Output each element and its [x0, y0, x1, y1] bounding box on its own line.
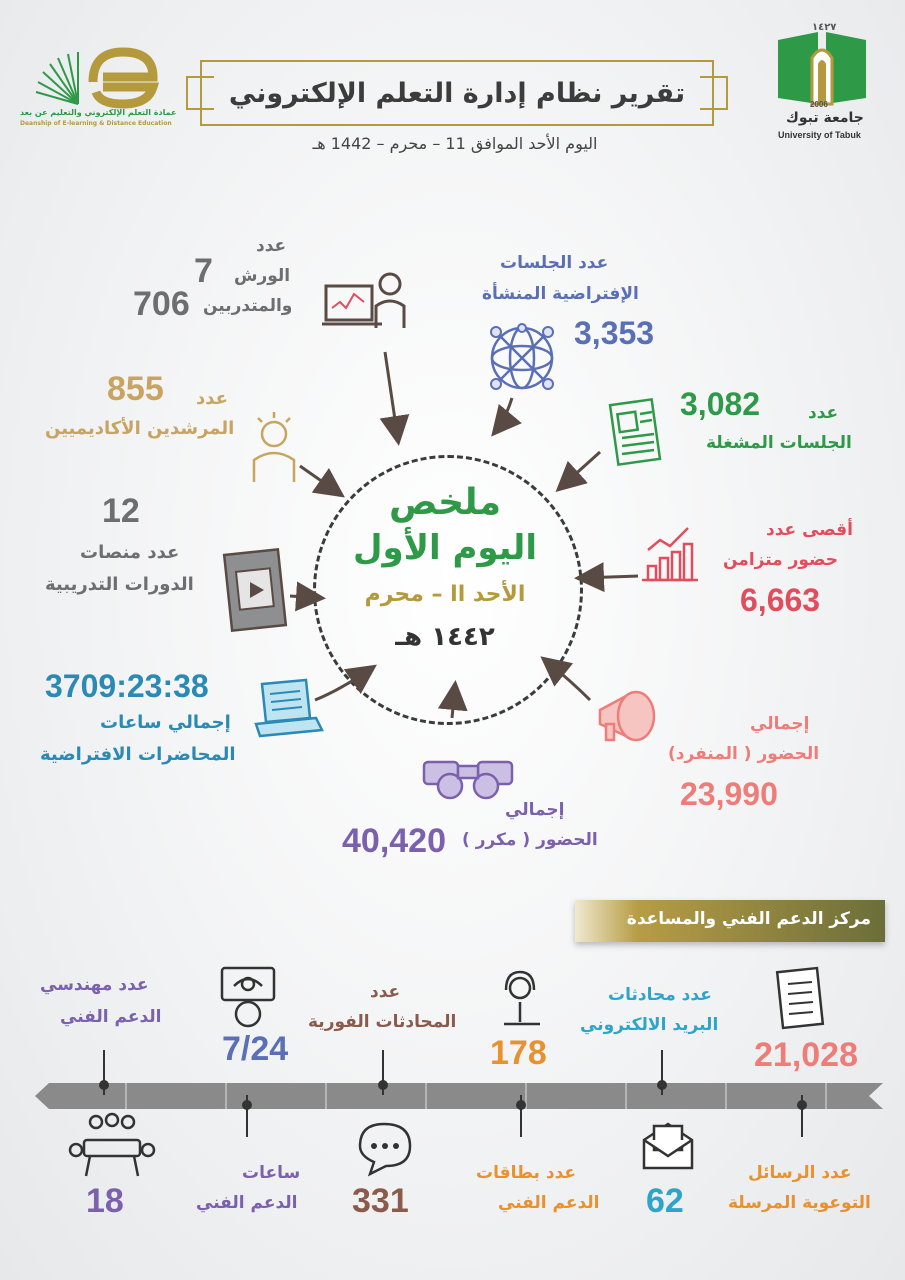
deanship-name-en: Deanship of E-learning & Distance Education [20, 120, 172, 127]
summary-year: ١٤٤٢ هـ [395, 622, 495, 652]
headset-monitor-icon [218, 966, 278, 1028]
tickets-label-1: عدد بطاقات [476, 1163, 576, 1183]
platforms-label-2: الدورات التدريبية [45, 574, 194, 595]
max-concurrent-label-2: حضور متزامن [723, 550, 839, 570]
lecture-hours-label-1: إجمالي ساعات [100, 712, 231, 733]
support-hours-value: 7/24 [222, 1030, 289, 1068]
lecture-hours-value: 3709:23:38 [45, 668, 209, 704]
email-chats-label-1: عدد محادثات [608, 985, 712, 1005]
advisors-value: 855 [107, 370, 164, 408]
attendance-single-label-2: الحضور ( المنفرد) [668, 744, 820, 764]
email-chats-label-2: البريد الالكتروني [580, 1015, 719, 1035]
trainees-label: والمتدربين [203, 296, 293, 316]
sessions-running-label-2: الجلسات المشغلة [706, 433, 852, 453]
email-chats-value: 21,028 [754, 1036, 858, 1074]
attendance-repeat-value: 40,420 [342, 822, 446, 860]
newspaper-icon [610, 398, 660, 468]
deanship-name-ar: عمادة التعلم الإلكتروني والتعليم عن بعد [20, 108, 177, 117]
engineers-label-1: عدد مهندسي [40, 975, 149, 995]
live-chats-label-2: المحادثات الفورية [308, 1012, 457, 1032]
advisors-label-2: المرشدين الأكاديميين [45, 418, 235, 439]
workshops-label-1: عدد [256, 236, 287, 256]
attendance-repeat-label-1: إجمالي [505, 800, 565, 820]
envelope-letter-icon [640, 1118, 696, 1172]
university-name-ar: جامعة تبوك [786, 110, 864, 126]
sessions-running-value: 3,082 [680, 386, 761, 422]
university-year-hijri: ١٤٢٧ [812, 22, 837, 33]
emails-value: 62 [646, 1182, 684, 1220]
report-title: تقرير نظام إدارة التعلم الإلكتروني [200, 60, 714, 126]
trainer-computer-icon [322, 268, 412, 338]
engineers-label-2: الدعم الفني [60, 1007, 162, 1027]
advisors-label-1: عدد [196, 388, 228, 409]
globe-network-icon [482, 318, 562, 398]
sessions-created-value: 3,353 [574, 315, 655, 351]
tickets-label-2: الدعم الفني [498, 1193, 600, 1213]
messages-label-1: عدد الرسائل [748, 1163, 852, 1183]
max-concurrent-value: 6,663 [740, 582, 821, 618]
report-date: اليوم الأحد الموافق 11 – محرم – 1442 هـ [312, 134, 598, 153]
university-year: 2006 [810, 100, 828, 109]
attendance-repeat-label-2: الحضور ( مكرر ) [462, 830, 598, 850]
sessions-created-label-1: عدد الجلسات [500, 253, 609, 273]
summary-date: الأحد اا – محرم [364, 582, 526, 607]
megaphone-icon [592, 684, 664, 754]
support-hours-label-2: الدعم الفني [196, 1193, 298, 1213]
engineers-value: 18 [86, 1182, 124, 1220]
meeting-team-icon [66, 1110, 158, 1182]
workshops-value: 7 [194, 252, 213, 290]
growth-chart-icon [640, 522, 700, 584]
notepad-icon [774, 964, 826, 1030]
trainees-value: 706 [133, 285, 190, 323]
binoculars-icon [420, 740, 516, 804]
university-name-en: University of Tabuk [778, 130, 861, 140]
support-timeline [35, 1083, 883, 1109]
platforms-value: 12 [102, 492, 140, 530]
max-concurrent-label-1: أقصى عدد [766, 520, 853, 540]
support-section-header [575, 900, 885, 942]
support-section-title: مركز الدعم الفني والمساعدة [626, 909, 871, 929]
sessions-created-label-2: الإفتراضية المنشأة [482, 284, 639, 304]
sessions-running-label-1: عدد [808, 403, 839, 423]
messages-label-2: التوعوية المرسلة [728, 1193, 871, 1213]
live-chats-label-1: عدد [370, 982, 401, 1002]
support-hours-label-1: ساعات [242, 1163, 301, 1183]
advisor-person-icon [246, 410, 302, 484]
tickets-value: 178 [490, 1034, 547, 1072]
chat-bubble-icon [356, 1120, 414, 1176]
laptop-icon [252, 678, 324, 740]
summary-title: ملخص [388, 482, 502, 523]
summary-subtitle: اليوم الأول [353, 528, 537, 568]
live-chats-value: 331 [352, 1182, 409, 1220]
attendance-single-value: 23,990 [680, 776, 778, 812]
support-agent-icon [500, 972, 544, 1032]
attendance-single-label-1: إجمالي [750, 714, 810, 734]
workshops-label-2: الورش [234, 266, 291, 286]
film-strip-icon [222, 548, 288, 632]
platforms-label-1: عدد منصات [80, 542, 180, 563]
lecture-hours-label-2: المحاضرات الافتراضية [40, 744, 236, 765]
